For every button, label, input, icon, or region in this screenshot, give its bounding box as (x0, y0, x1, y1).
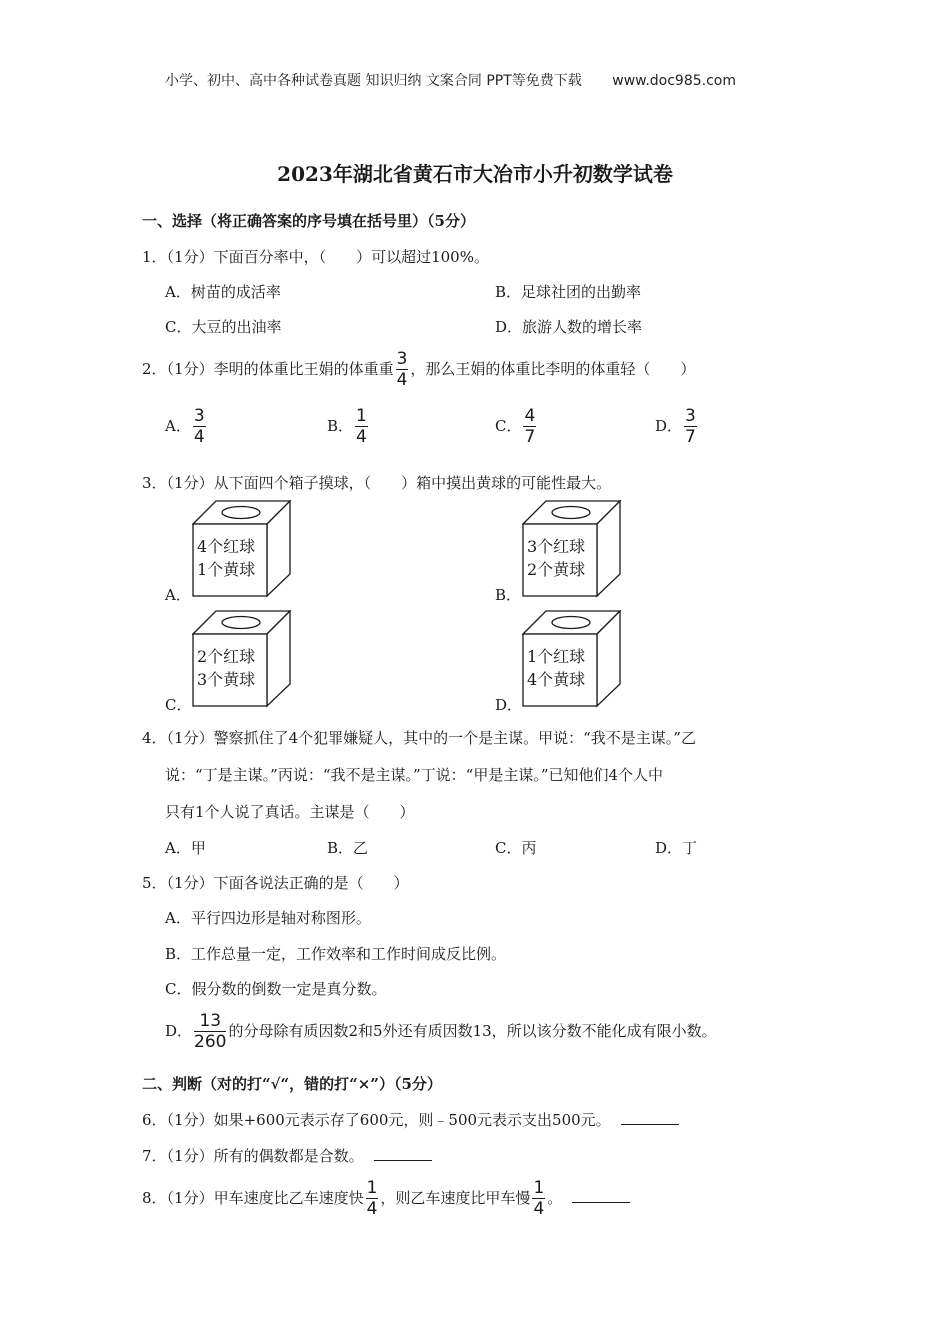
box-d-line-1: 1个红球 (527, 647, 586, 666)
q6-answer-blank[interactable] (621, 1123, 679, 1125)
header-text: 小学、初中、高中各种试卷真题 知识归纳 文案合同 PPT等免费下载 (165, 73, 582, 89)
q3-box-a (192, 500, 292, 598)
box-d-line-2: 4个黄球 (527, 670, 586, 689)
header-site: www.doc985.com (612, 73, 736, 89)
q2-option-d: D． $\frac{3}{7}$ (655, 406, 696, 447)
q6-stem: 6．（1分）如果+600元表示存了600元，则﹣500元表示支出500元。 (142, 1109, 679, 1130)
q8-fraction-2: $\frac{1}{4}$ (533, 1178, 545, 1219)
q8-stem: 8．（1分）甲车速度比乙车速度快 $\frac{1}{4}$ ，则乙车速度比甲车慢 $\frac{1}{4}$ 。 (142, 1180, 630, 1218)
box-c-line-2: 3个黄球 (197, 670, 256, 689)
q8-answer-blank[interactable] (572, 1201, 630, 1203)
q3-stem: 3．（1分）从下面四个箱子摸球，（ ）箱中摸出黄球的可能性最大。 (142, 474, 612, 492)
box-b-line-1: 3个红球 (527, 537, 586, 556)
q4-line-2: 说：“丁是主谋。”丙说：“我不是主谋。”丁说：“甲是主谋。”已知他们4个人中 (165, 766, 664, 784)
section-2-heading: 二、判断（对的打“√“，错的打“×”）（5分） (142, 1075, 442, 1093)
q4-option-a: A．甲 (165, 839, 206, 857)
q2-fraction: $\frac{3}{4}$ (396, 349, 408, 390)
q3-option-d-label: D． (495, 696, 523, 714)
box-a-line-2: 1个黄球 (197, 560, 256, 579)
q7-answer-blank[interactable] (374, 1159, 432, 1161)
q2-stem-a: 2．（1分）李明的体重比王娟的体重重 (142, 360, 394, 378)
q5-option-d: D． $\frac{13}{260}$ 的分母除有质因数2和5外还有质因数13，所以该分数不能化成有限小数。 (165, 1011, 717, 1052)
q2-stem (142, 351, 695, 389)
q2-option-c: C． $\frac{4}{7}$ (495, 406, 536, 447)
q4-line-3: 只有1个人说了真话。主谋是（ ） (165, 803, 415, 821)
q1-option-a: A．树苗的成活率 (165, 283, 281, 301)
q1-stem: 1．（1分）下面百分率中，（ ）可以超过100%。 (142, 248, 489, 266)
section-1-heading: 一、选择（将正确答案的序号填在括号里）（5分） (142, 212, 475, 230)
q4-option-d: D．丁 (655, 839, 698, 857)
q5-d-fraction: $\frac{13}{260}$ (194, 1011, 227, 1052)
q4-option-c: C．丙 (495, 839, 537, 857)
q4-line-1: 4．（1分）警察抓住了4个犯罪嫌疑人，其中的一个是主谋。甲说：“我不是主谋。”乙 (142, 729, 696, 747)
q8-fraction-1: $\frac{1}{4}$ (366, 1178, 378, 1219)
q1-option-d: D．旅游人数的增长率 (495, 318, 643, 336)
q3-option-b-label: B． (495, 586, 522, 604)
q2-option-a: A． $\frac{3}{4}$ (165, 406, 205, 447)
q5-option-b: B．工作总量一定，工作效率和工作时间成反比例。 (165, 945, 507, 963)
q1-option-b: B．足球社团的出勤率 (495, 283, 642, 301)
box-c-line-1: 2个红球 (197, 647, 256, 666)
box-b-line-2: 2个黄球 (527, 560, 586, 579)
q2-stem-b: ，那么王娟的体重比李明的体重轻（ ） (410, 360, 696, 378)
q5-option-a: A．平行四边形是轴对称图形。 (165, 909, 371, 927)
q2-option-b: B． $\frac{1}{4}$ (327, 406, 367, 447)
box-a-line-1: 4个红球 (197, 537, 256, 556)
q3-box-d (522, 610, 622, 708)
page-title: 2023年湖北省黄石市大冶市小升初数学试卷 (277, 162, 673, 186)
q7-stem: 7．（1分）所有的偶数都是合数。 (142, 1145, 432, 1166)
page-header (165, 70, 736, 90)
q5-stem: 5．（1分）下面各说法正确的是（ ） (142, 874, 409, 892)
q3-option-a-label: A． (165, 586, 191, 604)
q1-option-c: C．大豆的出油率 (165, 318, 282, 336)
q4-option-b: B．乙 (327, 839, 369, 857)
q3-box-c (192, 610, 292, 708)
q3-box-b (522, 500, 622, 598)
q5-option-c: C．假分数的倒数一定是真分数。 (165, 980, 387, 998)
q3-option-c-label: C． (165, 696, 192, 714)
